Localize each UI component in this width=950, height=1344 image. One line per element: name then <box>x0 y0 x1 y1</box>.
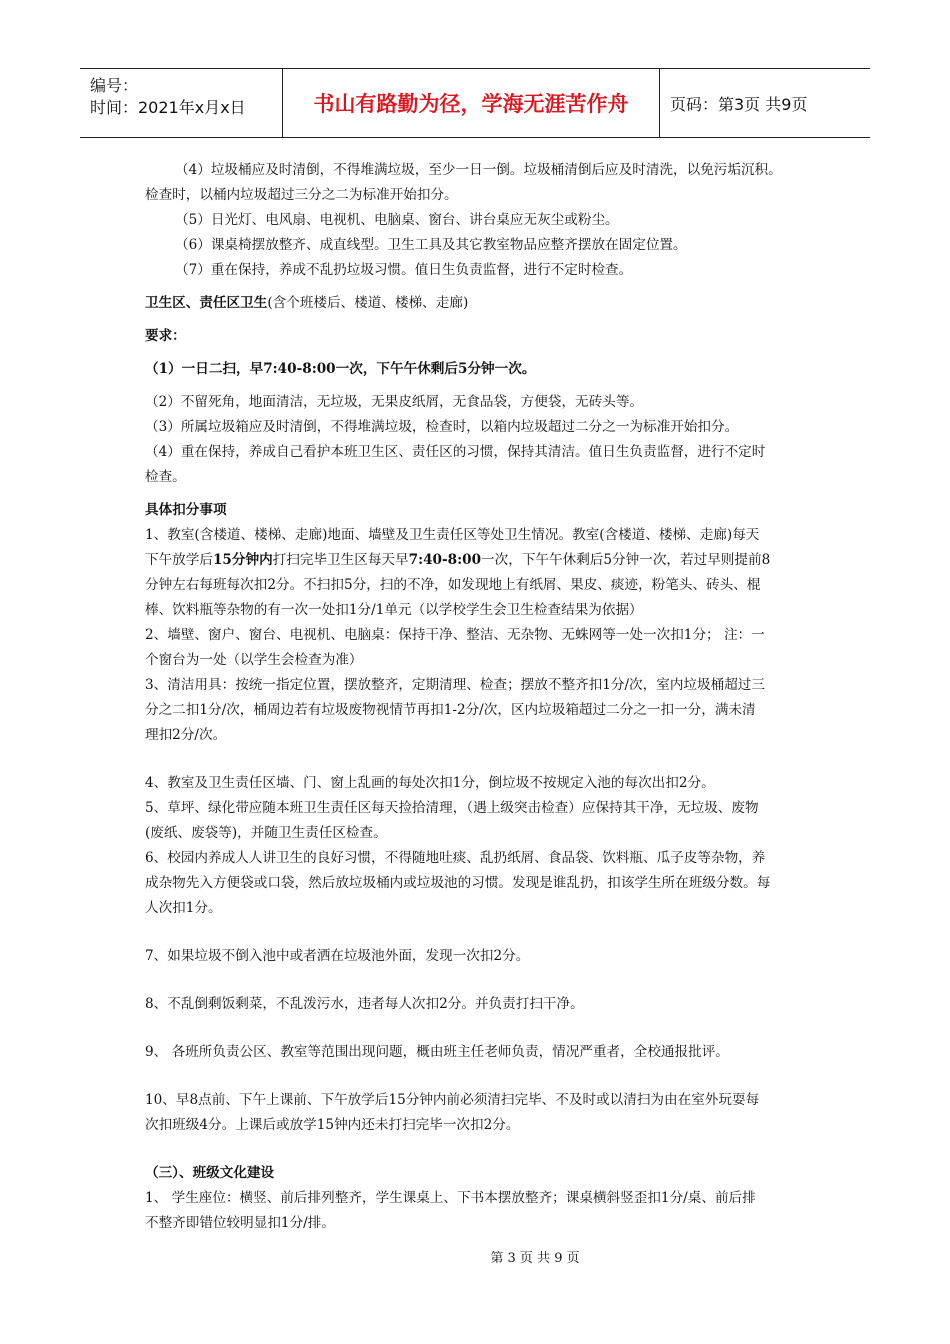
text-line: 2、墙壁、窗户、窗台、电视机、电脑桌：保持干净、整洁、无杂物、无蛛网等一处一次扣1分； 注：一 <box>145 627 765 643</box>
text-line: 7、如果垃圾不倒入池中或者洒在垃圾池外面，发现一次扣2分。 <box>145 948 530 964</box>
text-line: 检查。 <box>145 469 186 485</box>
text-line: （3）所属垃圾箱应及时清倒，不得堆满垃圾，检查时，以箱内垃圾超过二分之一为标准开始扣分。 <box>145 419 739 435</box>
text-line: 不整齐即错位较明显扣1分/排。 <box>145 1215 335 1231</box>
text-line: 理扣2分/次。 <box>145 727 227 743</box>
document-number-label: 编号： <box>90 76 139 95</box>
text-line: 4、教室及卫生责任区墙、门、窗上乱画的每处次扣1分，倒垃圾不按规定入池的每次出扣2分。 <box>145 775 715 791</box>
text-line: （6）课桌椅摆放整齐、成直线型。卫生工具及其它教室物品应整齐摆放在固定位置。 <box>175 237 687 253</box>
header-meta <box>80 69 283 137</box>
section-heading-deductions: 具体扣分事项 <box>145 502 227 518</box>
page-header <box>80 68 870 138</box>
text-line: 9、 各班所负责公区、教室等范围出现问题，概由班主任老师负责，情况严重者，全校通报批评。 <box>145 1044 729 1060</box>
requirements-label: 要求： <box>145 328 186 344</box>
text-line: （5）日光灯、电风扇、电视机、电脑桌、窗台、讲台桌应无灰尘或粉尘。 <box>175 212 619 228</box>
header-page-number: 页码：第3页 共9页 <box>670 94 808 114</box>
text-line: 次扣班级4分。上课后或放学15钟内还未打扫完毕一次扣2分。 <box>145 1117 520 1133</box>
text-line: 个窗台为一处（以学生会检查为准） <box>145 652 363 668</box>
text-line: 8、不乱倒剩饭剩菜，不乱泼污水，违者每人次扣2分。并负责打扫干净。 <box>145 996 584 1012</box>
header-motto: 书山有路勤为径，学海无涯苦作舟 <box>283 69 660 137</box>
page-footer <box>0 1247 950 1266</box>
emphasis-text: 15分钟内 <box>212 552 273 568</box>
text-span: 下午放学后 <box>145 552 213 568</box>
text-line: （4）垃圾桶应及时清倒，不得堆满垃圾，至少一日一倒。垃圾桶清倒后应及时清洗，以免污垢沉积。 <box>175 162 782 178</box>
document-body <box>145 158 805 1236</box>
text-span: 一次，下午午休剩后5分钟一次，若过早则提前8 <box>481 552 771 568</box>
heading-note: (含个班楼后、楼道、楼梯、走廊) <box>267 295 469 311</box>
text-line: 分之二扣1分/次，桶周边若有垃圾废物视情节再扣1-2分/次，区内垃圾箱超过二分之一扣一分，满未清 <box>145 702 756 718</box>
emphasis-text: 7:40-8:00 <box>408 552 482 568</box>
text-line: 人次扣1分。 <box>145 900 222 916</box>
text-line: 10、早8点前、下午上课前、下午放学后15分钟内前必须清扫完毕、不及时或以清扫为由在室外玩耍每 <box>145 1092 760 1108</box>
text-line: （2）不留死角，地面清洁，无垃圾，无果皮纸屑，无食品袋，方便袋，无砖头等。 <box>145 394 644 410</box>
text-line: （7）重在保持，养成不乱扔垃圾习惯。值日生负责监督，进行不定时检查。 <box>175 262 633 278</box>
section-heading-class-culture: （三）、班级文化建设 <box>145 1165 275 1181</box>
text-line <box>145 548 805 573</box>
text-line: 检查时，以桶内垃圾超过三分之二为标准开始扣分。 <box>145 187 458 203</box>
text-line: (废纸、废袋等)，并随卫生责任区检查。 <box>145 825 387 841</box>
document-date: 时间：2021年x月x日 <box>90 98 246 117</box>
text-line: 成杂物先入方便袋或口袋，然后放垃圾桶内或垃圾池的习惯。发现是谁乱扔，扣该学生所在班级分数。每 <box>145 875 771 891</box>
text-line: 1、 学生座位：横竖、前后排列整齐，学生课桌上、下书本摆放整齐；课桌横斜竖歪扣1分/桌、前后排 <box>145 1190 756 1206</box>
text-span: 打扫完毕卫生区每天早 <box>272 552 409 568</box>
footer-page-number: 第 3 页 共 9 页 <box>490 1251 580 1266</box>
text-line: （4）重在保持，养成自己看护本班卫生区、责任区的习惯，保持其清洁。值日生负责监督，进行不定时 <box>145 444 766 460</box>
text-line: 棒、饮料瓶等杂物的有一次一处扣1分/1单元（以学校学生会卫生检查结果为依据） <box>145 602 643 618</box>
heading-text: 卫生区、责任区卫生 <box>145 295 268 311</box>
text-line: 3、清洁用具：按统一指定位置，摆放整齐，定期清理、检查；摆放不整齐扣1分/次，室内垃圾桶超过三 <box>145 677 765 693</box>
text-line: （1）一日二扫，早7:40-8:00一次，下午午休剩后5分钟一次。 <box>145 361 536 377</box>
section-heading-hygiene-area <box>145 291 805 316</box>
text-line: 1、教室(含楼道、楼梯、走廊)地面、墙壁及卫生责任区等处卫生情况。教室(含楼道、楼梯、走廊)每天 <box>145 527 760 543</box>
text-line: 分钟左右每班每次扣2分。不扫扣5分，扫的不净，如发现地上有纸屑、果皮、痰迹，粉笔头、砖头、棍 <box>145 577 761 593</box>
text-line: 6、校园内养成人人讲卫生的良好习惯，不得随地吐痰、乱扔纸屑、食品袋、饮料瓶、瓜子皮等杂物，养 <box>145 850 766 866</box>
text-line: 5、草坪、绿化带应随本班卫生责任区每天捡拾清理，（遇上级突击检查）应保持其干净，无垃圾、废物 <box>145 800 759 816</box>
